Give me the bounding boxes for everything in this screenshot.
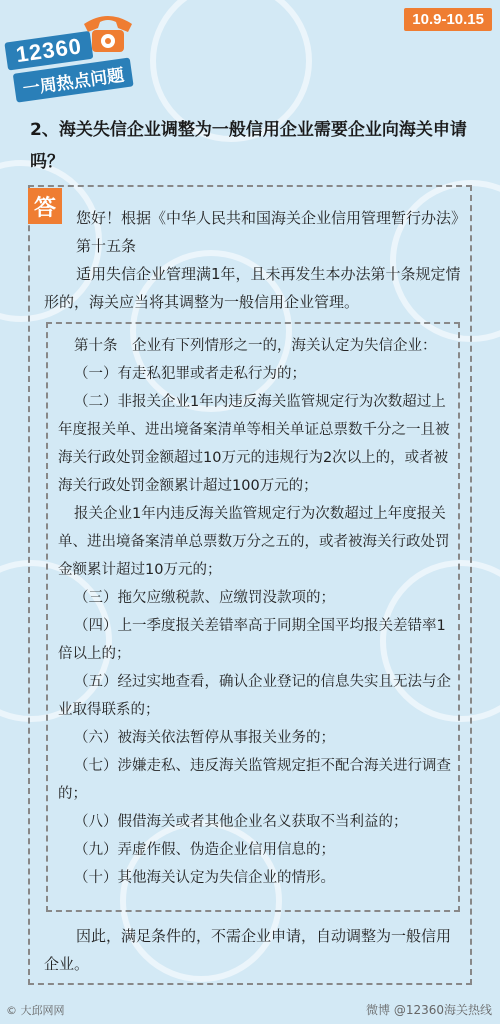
- hotline-subtitle: 一周热点问题: [13, 57, 134, 102]
- answer-conclusion: 因此，满足条件的，不需企业申请，自动调整为一般信用企业。: [44, 927, 452, 973]
- article-10-item: （四）上一季度报关差错率高于同期全国平均报关差错率1倍以上的；: [58, 618, 446, 662]
- article-10-item: （八）假借海关或者其他企业名义获取不当利益的；: [74, 814, 408, 830]
- article-10-heading: 第十条 企业有下列情形之一的，海关认定为失信企业：: [74, 338, 437, 354]
- question-text: 2、海关失信企业调整为一般信用企业需要企业向海关申请吗？: [30, 120, 467, 172]
- article-10-item: （九）弄虚作假、伪造企业信用信息的；: [74, 842, 335, 858]
- article-10-item: （一）有走私犯罪或者走私行为的；: [74, 366, 306, 382]
- article-10-item: （六）被海关依法暂停从事报关业务的；: [74, 730, 335, 746]
- article-10-item: （三）拖欠应缴税款、应缴罚没款项的；: [74, 590, 335, 606]
- hotline-badge: [4, 26, 133, 103]
- answer-tag: 答: [28, 188, 62, 224]
- date-range-badge: 10.9-10.15: [404, 8, 492, 31]
- footer-source: © 大邱网网: [6, 1004, 65, 1017]
- article-10-item: （五）经过实地查看，确认企业登记的信息失实且无法与企业取得联系的；: [58, 674, 451, 718]
- header: [0, 0, 500, 110]
- article-10-item: 报关企业1年内违反海关监管规定行为次数超过上年度报关单、进出境备案清单总票数万分之五的，或者被海关行政处罚金额累计超过10万元的；: [58, 506, 450, 578]
- hotline-number: 12360: [4, 31, 93, 71]
- footer-weibo: 微博 @12360海关热线: [366, 1003, 492, 1017]
- article-10-item: （十）其他海关认定为失信企业的情形。: [74, 870, 335, 886]
- article-10-item: （二）非报关企业1年内违反海关监管规定行为次数超过上年度报关单、进出境备案清单等相关单证总票数千分之一且被海关行政处罚金额超过10万元的违规行为2次以上的，或者被海关行政处罚金额累计超过100万元的；: [58, 394, 450, 494]
- answer-clause-15: 适用失信企业管理满1年，且未再发生本办法第十条规定情形的，海关应当将其调整为一般信用企业管理。: [44, 265, 461, 311]
- answer-intro: 您好！根据《中华人民共和国海关企业信用管理暂行办法》第十五条: [76, 209, 459, 255]
- article-10-text: [58, 332, 454, 892]
- article-10-item: （七）涉嫌走私、违反海关监管规定拒不配合海关进行调查的；: [58, 758, 451, 802]
